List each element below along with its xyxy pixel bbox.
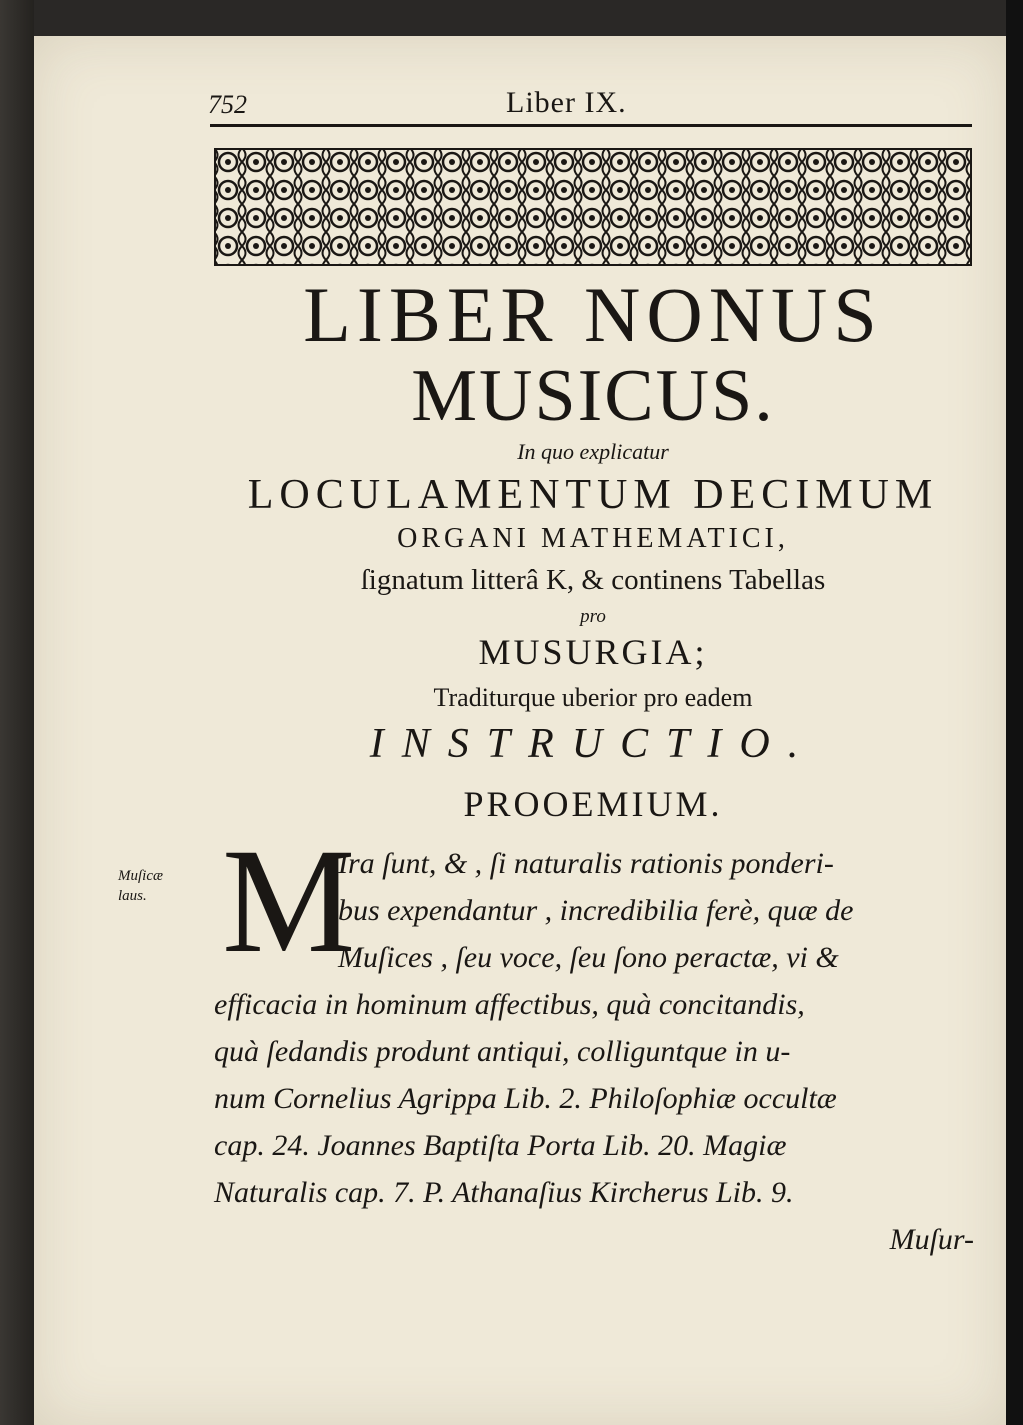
ornamental-headpiece bbox=[214, 148, 972, 266]
running-head: Liber IX. bbox=[506, 86, 627, 119]
title-musicus: MUSICUS. bbox=[411, 355, 775, 437]
text-line: efficacia in hominum affectibus, quà concitandis, bbox=[214, 988, 805, 1021]
heading-prooemium: PROOEMIUM. bbox=[463, 784, 723, 824]
title-liber-nonus: LIBER NONUS bbox=[303, 271, 883, 358]
page-header bbox=[172, 86, 972, 126]
subtitle-organi: ORGANI MATHEMATICI, bbox=[397, 523, 789, 554]
text-line: bus expendantur , incredibilia ferè, quæ de bbox=[338, 894, 854, 927]
header-rule bbox=[210, 124, 972, 127]
subtitle-in-quo: In quo explicatur bbox=[517, 439, 669, 464]
drop-cap: M bbox=[222, 818, 356, 984]
subtitle-loculamentum: LOCULAMENTUM DECIMUM bbox=[247, 472, 939, 518]
margin-note-line: laus. bbox=[118, 888, 147, 904]
margin-note-line: Muſicæ bbox=[118, 868, 163, 884]
text-line: Naturalis cap. 7. P. Athanaſius Kircherus Lib. 9. bbox=[214, 1176, 794, 1209]
text-line: Ira ſunt, & , ſi naturalis rationis ponderi- bbox=[338, 847, 834, 880]
book-binding-edge bbox=[0, 0, 34, 1425]
margin-note bbox=[118, 866, 188, 906]
subtitle-signatum: ſignatum litterâ K, & continens Tabellas bbox=[360, 564, 826, 596]
subtitle-traditurque: Traditurque uberior pro eadem bbox=[433, 683, 753, 712]
text-line: quà ſedandis produnt antiqui, colliguntque in u- bbox=[214, 1035, 791, 1068]
text-line: num Cornelius Agrippa Lib. 2. Philoſophiæ occultæ bbox=[214, 1082, 837, 1115]
page-edge-dark bbox=[1006, 0, 1023, 1425]
text-line: cap. 24. Joannes Baptiſta Porta Lib. 20. Magiæ bbox=[214, 1129, 787, 1162]
page-number: 752 bbox=[208, 90, 247, 119]
catchword: Muſur- bbox=[889, 1223, 974, 1256]
subtitle-pro: pro bbox=[580, 606, 606, 627]
text-line: Muſices , ſeu voce, ſeu ſono peractæ, vi & bbox=[338, 941, 839, 974]
subtitle-musurgia: MUSURGIA; bbox=[478, 632, 708, 672]
subtitle-instructio: INSTRUCTIO. bbox=[369, 721, 817, 767]
